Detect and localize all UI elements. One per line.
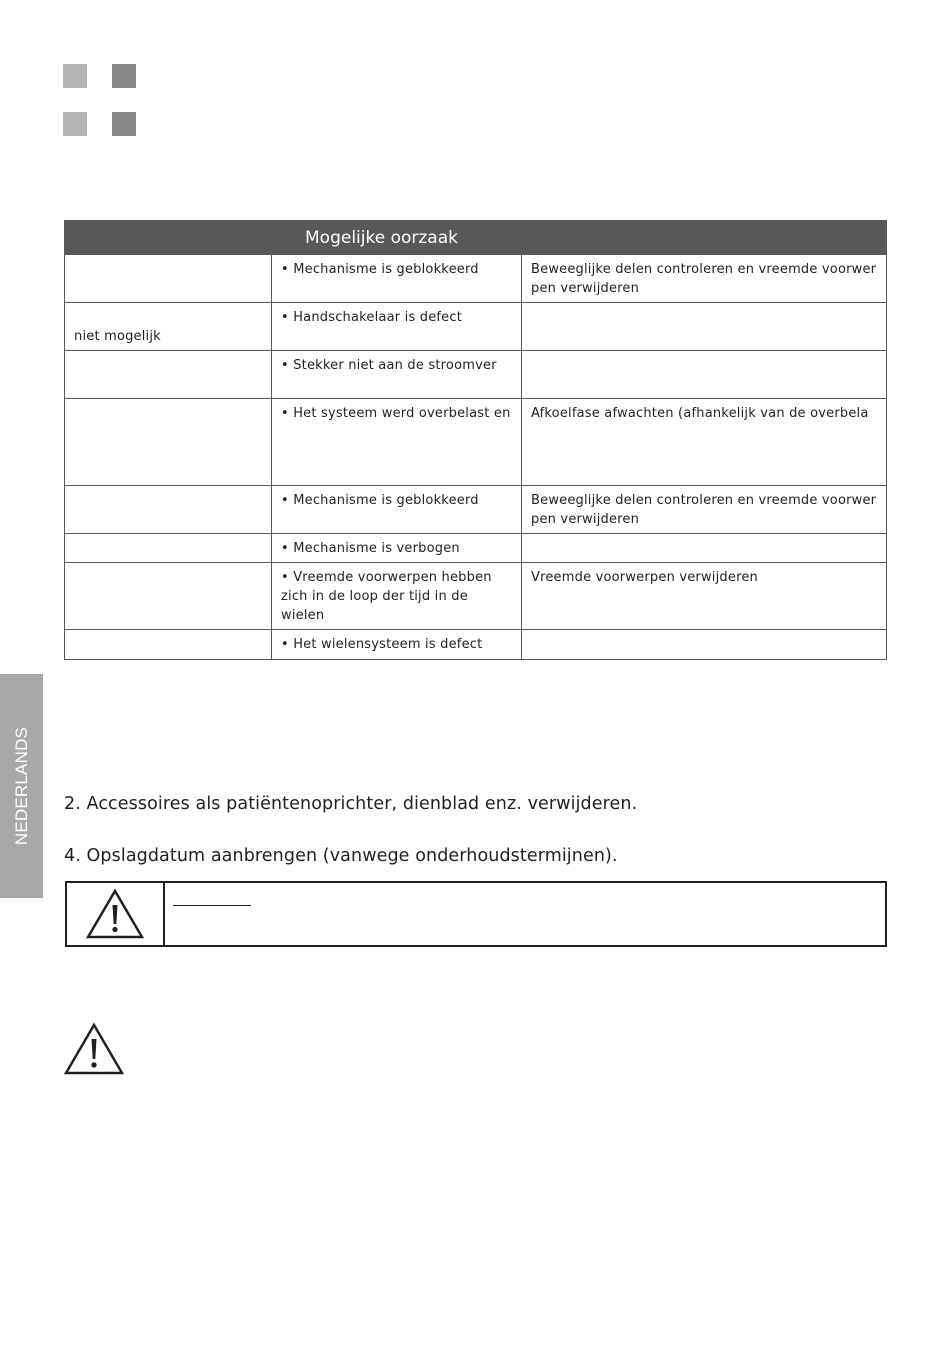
language-side-tab — [0, 674, 43, 898]
cell-problem — [65, 486, 272, 534]
cell-cause: • Het systeem werd overbelast en — [272, 399, 522, 486]
step-4-text: 4. Opslagdatum aanbrengen (vanwege onderhoudstermijnen). — [64, 846, 618, 866]
cell-problem — [65, 351, 272, 399]
cell-problem — [65, 534, 272, 563]
cell-solution — [522, 351, 887, 399]
cell-cause: • Vreemde voorwerpen hebben zich in de loop der tijd in de wielen — [272, 563, 522, 630]
troubleshooting-table — [64, 220, 887, 660]
cell-solution — [522, 630, 887, 660]
cell-solution — [522, 534, 887, 563]
cell-problem — [65, 255, 272, 303]
cell-solution: Vreemde voorwerpen verwijderen — [522, 563, 887, 630]
warning-icon-cell — [67, 883, 165, 945]
cell-solution — [522, 303, 887, 351]
decor-square-dark-bottom — [112, 112, 136, 136]
warning-triangle-icon — [86, 888, 144, 940]
cell-problem — [65, 563, 272, 630]
header-cause-label: Mogelijke oorzaak — [305, 227, 458, 248]
cell-problem — [65, 399, 272, 486]
cell-cause: • Stekker niet aan de stroomver — [272, 351, 522, 399]
cell-cause: • Handschakelaar is defect — [272, 303, 522, 351]
cell-problem — [65, 630, 272, 660]
table-row — [65, 563, 887, 630]
cell-cause: • Mechanisme is verbogen — [272, 534, 522, 563]
cell-solution: Afkoelfase afwachten (afhankelijk van de overbela — [522, 399, 887, 486]
table-row — [65, 255, 887, 303]
step-2-text: 2. Accessoires als patiëntenoprichter, dienblad enz. verwijderen. — [64, 794, 638, 814]
cell-cause: • Het wielensysteem is defect — [272, 630, 522, 660]
language-tab-label: NEDERLANDS — [11, 726, 31, 846]
cell-cause: • Mechanisme is geblokkeerd — [272, 255, 522, 303]
cell-solution: Beweeglijke delen controleren en vreemde voorwer pen verwijderen — [522, 486, 887, 534]
table-row — [65, 486, 887, 534]
warning-box — [65, 881, 887, 947]
table-header — [65, 221, 887, 255]
decor-square-light-bottom — [63, 112, 87, 136]
table-header-row — [65, 221, 887, 255]
decor-square-dark-top — [112, 64, 136, 88]
decor-square-light-top — [63, 64, 87, 88]
table-row — [65, 351, 887, 399]
cell-cause: • Mechanisme is geblokkeerd — [272, 486, 522, 534]
cell-solution: Beweeglijke delen controleren en vreemde voorwer pen verwijderen — [522, 255, 887, 303]
table-row — [65, 399, 887, 486]
warning-heading-rule — [173, 905, 251, 906]
table-row — [65, 303, 887, 351]
table-row — [65, 630, 887, 660]
table-row — [65, 534, 887, 563]
cell-problem: niet mogelijk — [65, 303, 272, 351]
warning-triangle-icon — [64, 1022, 124, 1076]
